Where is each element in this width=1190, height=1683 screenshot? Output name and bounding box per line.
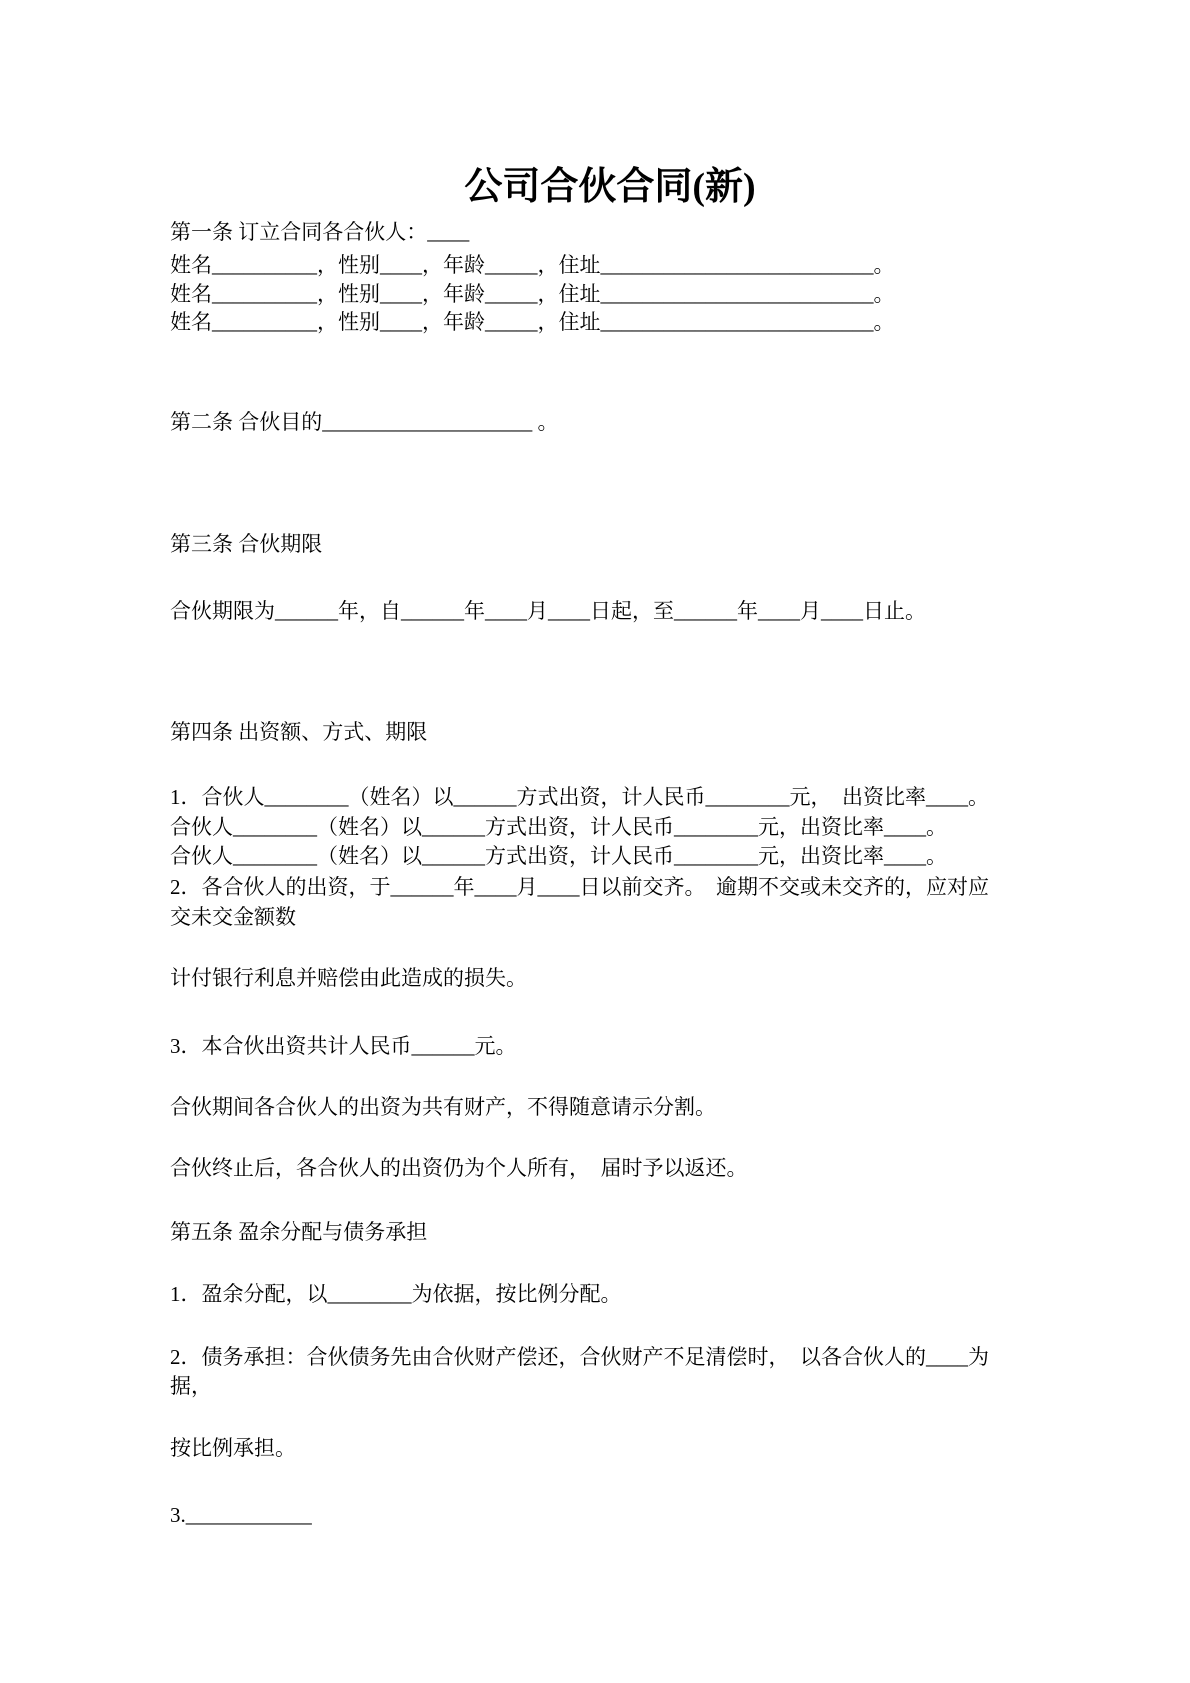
interest-compensation: 计付银行利息并赔偿由此造成的损失。	[170, 966, 527, 990]
partnership-term-line: 合伙期限为______年，自______年____月____日起，至______年____月____日止。	[170, 599, 926, 623]
clause-4-heading: 第四条 出资额、方式、期限	[170, 720, 428, 744]
contribution-item: 交未交金额数	[170, 905, 296, 929]
item-3-blank: 3.____________	[170, 1503, 312, 1527]
debt-item: 2．债务承担：合伙债务先由合伙财产偿还，合伙财产不足清偿时， 以各合伙人的____为	[170, 1345, 989, 1369]
contribution-item: 1．合伙人________（姓名）以______方式出资，计人民币________元， 出资比率____。	[170, 785, 989, 809]
contribution-item: 2．各合伙人的出资，于______年____月____日以前交齐。 逾期不交或未交齐的，应对应	[170, 875, 989, 899]
clause-3-heading: 第三条 合伙期限	[170, 532, 323, 556]
partner-name-line: 姓名__________，性别____，年龄_____，住址__________________________。	[170, 282, 895, 306]
clause-2-heading: 第二条 合伙目的____________________ 。	[170, 410, 559, 434]
clause-5-heading: 第五条 盈余分配与债务承担	[170, 1220, 428, 1244]
contribution-item: 合伙人________（姓名）以______方式出资，计人民币________元，出资比率____。	[170, 815, 947, 839]
contribution-total: 3．本合伙出资共计人民币______元。	[170, 1034, 517, 1058]
clause-1-heading: 第一条 订立合同各合伙人：____	[170, 220, 470, 244]
joint-property-line: 合伙期间各合伙人的出资为共有财产，不得随意请示分割。	[170, 1095, 716, 1119]
partner-name-line: 姓名__________，性别____，年龄_____，住址__________________________。	[170, 253, 895, 277]
proportional-share-line: 按比例承担。	[170, 1436, 296, 1460]
document-title: 公司合伙合同(新)	[464, 166, 756, 208]
contribution-item: 合伙人________（姓名）以______方式出资，计人民币________元，出资比率____。	[170, 844, 947, 868]
partner-name-line: 姓名__________，性别____，年龄_____，住址__________________________。	[170, 310, 895, 334]
surplus-item: 1．盈余分配，以________为依据，按比例分配。	[170, 1282, 622, 1306]
termination-return-line: 合伙终止后，各合伙人的出资仍为个人所有， 届时予以返还。	[170, 1156, 748, 1180]
debt-item-continued: 据，	[170, 1374, 212, 1398]
